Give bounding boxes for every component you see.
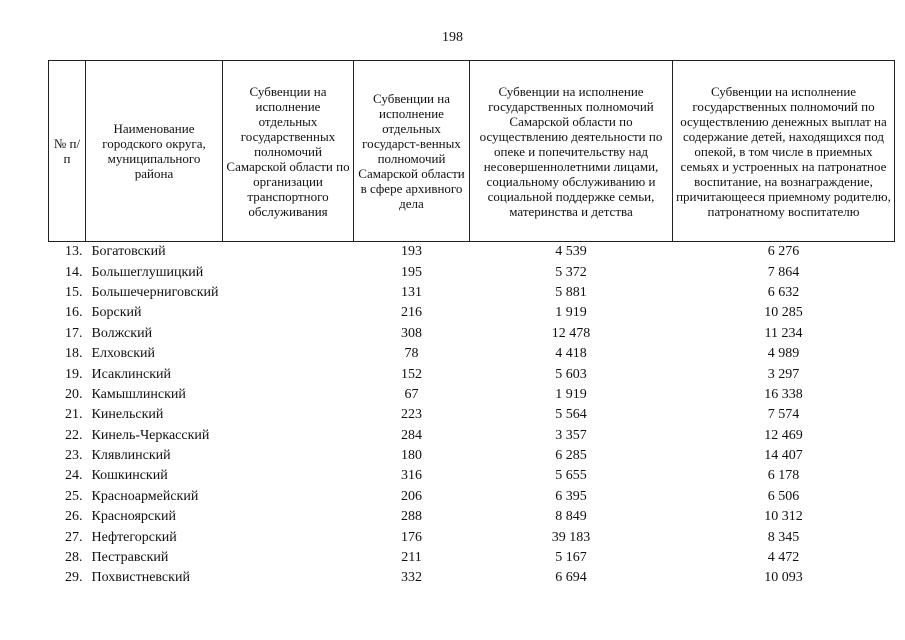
row-number: 26.	[65, 509, 83, 525]
transport-value	[223, 568, 354, 588]
payments-value: 11 234	[764, 325, 803, 341]
municipality-name: Борский	[91, 305, 142, 321]
archive-value: 332	[401, 570, 422, 586]
payments-value: 6 632	[767, 284, 800, 300]
archive-value: 216	[401, 305, 422, 321]
guardianship-value: 8 849	[555, 509, 587, 525]
transport-value	[223, 283, 354, 303]
municipality-name: Исаклинский	[91, 366, 171, 382]
table-row	[49, 466, 895, 486]
payments-value: 6 276	[767, 244, 800, 260]
transport-value	[223, 466, 354, 486]
archive-value: 131	[401, 284, 422, 300]
municipality-name: Красноярский	[91, 509, 176, 525]
transport-value	[223, 262, 354, 282]
guardianship-value: 5 881	[555, 284, 587, 300]
row-number: 18.	[65, 346, 83, 362]
row-number: 20.	[65, 386, 83, 402]
row-number: 14.	[65, 264, 83, 280]
row-number: 24.	[65, 468, 83, 484]
guardianship-value: 4 418	[555, 346, 587, 362]
archive-value: 67	[404, 386, 419, 402]
archive-value: 152	[401, 366, 422, 382]
guardianship-value: 5 372	[555, 264, 587, 280]
payments-value: 14 407	[764, 448, 803, 464]
subventions-table	[48, 60, 895, 589]
table-row	[49, 527, 895, 547]
row-number: 13.	[65, 244, 83, 260]
row-number: 15.	[65, 284, 83, 300]
transport-value	[223, 426, 354, 446]
archive-value: 223	[401, 407, 422, 423]
table-row	[49, 548, 895, 568]
row-number: 17.	[65, 325, 83, 341]
transport-value	[223, 364, 354, 384]
row-number: 21.	[65, 407, 83, 423]
guardianship-value: 1 919	[555, 305, 587, 321]
guardianship-value: 3 357	[555, 427, 587, 443]
municipality-name: Камышлинский	[91, 386, 186, 402]
transport-value	[223, 405, 354, 425]
table-row	[49, 324, 895, 344]
row-number: 25.	[65, 488, 83, 504]
payments-value: 7 574	[767, 407, 800, 423]
row-number: 22.	[65, 427, 83, 443]
row-number: 28.	[65, 550, 83, 566]
archive-value: 176	[401, 529, 422, 545]
table-row	[49, 303, 895, 323]
table-row	[49, 385, 895, 405]
table-body	[49, 242, 895, 589]
table-row	[49, 242, 895, 263]
archive-value: 78	[404, 346, 419, 362]
table-header	[49, 61, 895, 242]
municipality-name: Большеглушицкий	[91, 264, 204, 280]
guardianship-value: 5 167	[555, 550, 587, 566]
header-child-payments-subvention: Субвенции на исполнение государственных полномочий по осуществлению денежных выплат на содержание детей, находящихся под опекой, в том числе в приемных семьях и устроенных на патронатное воспитание, на вознаграждение, причитающееся приемному родителю, патронатному воспитателю	[673, 61, 895, 242]
municipality-name: Большечерниговский	[91, 284, 219, 300]
table-row	[49, 364, 895, 384]
header-transport-subvention: Субвенции на исполнение отдельных государственных полномочий Самарской области по организации транспортного обслуживания	[223, 61, 354, 242]
archive-value: 284	[401, 427, 422, 443]
payments-value: 6 506	[767, 488, 800, 504]
transport-value	[223, 548, 354, 568]
archive-value: 211	[401, 550, 422, 566]
archive-value: 180	[401, 448, 422, 464]
payments-value: 6 178	[767, 468, 800, 484]
guardianship-value: 5 603	[555, 366, 587, 382]
row-number: 16.	[65, 305, 83, 321]
archive-value: 193	[401, 244, 422, 260]
archive-value: 195	[401, 264, 422, 280]
transport-value	[223, 446, 354, 466]
guardianship-value: 12 478	[551, 325, 591, 341]
municipality-name: Нефтегорский	[91, 529, 177, 545]
guardianship-value: 6 694	[555, 570, 587, 586]
row-number: 29.	[65, 570, 83, 586]
payments-value: 10 312	[764, 509, 803, 525]
payments-value: 12 469	[764, 427, 803, 443]
page-number: 198	[442, 30, 463, 45]
payments-value: 8 345	[767, 529, 800, 545]
payments-value: 4 472	[767, 550, 800, 566]
table-row	[49, 446, 895, 466]
payments-value: 4 989	[767, 346, 800, 362]
transport-value	[223, 242, 354, 263]
header-municipality: Наименование городского округа, муниципального района	[86, 61, 223, 242]
municipality-name: Богатовский	[91, 244, 166, 260]
payments-value: 3 297	[767, 366, 800, 382]
transport-value	[223, 303, 354, 323]
archive-value: 308	[401, 325, 422, 341]
table-row	[49, 283, 895, 303]
table-row	[49, 568, 895, 588]
payments-value: 7 864	[767, 264, 800, 280]
municipality-name: Елховский	[91, 346, 156, 362]
transport-value	[223, 324, 354, 344]
table-row	[49, 262, 895, 282]
municipality-name: Клявлинский	[91, 448, 171, 464]
municipality-name: Кинельский	[91, 407, 164, 423]
table-row	[49, 507, 895, 527]
header-archive-subvention: Субвенции на исполнение отдельных государст-венных полномочий Самарской области в сфере архивного дела	[354, 61, 470, 242]
guardianship-value: 6 395	[555, 488, 587, 504]
header-guardianship-subvention: Субвенции на исполнение государственных полномочий Самарской области по осуществлению деятельности по опеке и попечительству над несовершеннолетними лицами, социальному обслуживанию и социальной поддержке семьи, материнства и детства	[470, 61, 673, 242]
transport-value	[223, 385, 354, 405]
row-number: 27.	[65, 529, 83, 545]
archive-value: 316	[401, 468, 422, 484]
guardianship-value: 1 919	[555, 386, 587, 402]
table-row	[49, 487, 895, 507]
guardianship-value: 5 655	[555, 468, 587, 484]
municipality-name: Кинель-Черкасский	[91, 427, 210, 443]
guardianship-value: 39 183	[551, 529, 591, 545]
municipality-name: Пестравский	[91, 550, 169, 566]
guardianship-value: 5 564	[555, 407, 587, 423]
guardianship-value: 4 539	[555, 244, 587, 260]
transport-value	[223, 344, 354, 364]
payments-value: 10 093	[764, 570, 803, 586]
payments-value: 16 338	[764, 386, 803, 402]
transport-value	[223, 527, 354, 547]
payments-value: 10 285	[764, 305, 803, 321]
municipality-name: Похвистневский	[91, 570, 190, 586]
row-number: 19.	[65, 366, 83, 382]
archive-value: 206	[401, 488, 422, 504]
transport-value	[223, 507, 354, 527]
transport-value	[223, 487, 354, 507]
row-number: 23.	[65, 448, 83, 464]
table-row	[49, 405, 895, 425]
municipality-name: Волжский	[91, 325, 153, 341]
table-row	[49, 344, 895, 364]
archive-value: 288	[401, 509, 422, 525]
table-row	[49, 426, 895, 446]
municipality-name: Кошкинский	[91, 468, 168, 484]
municipality-name: Красноармейский	[91, 488, 199, 504]
guardianship-value: 6 285	[555, 448, 587, 464]
header-number: № п/п	[49, 61, 86, 242]
